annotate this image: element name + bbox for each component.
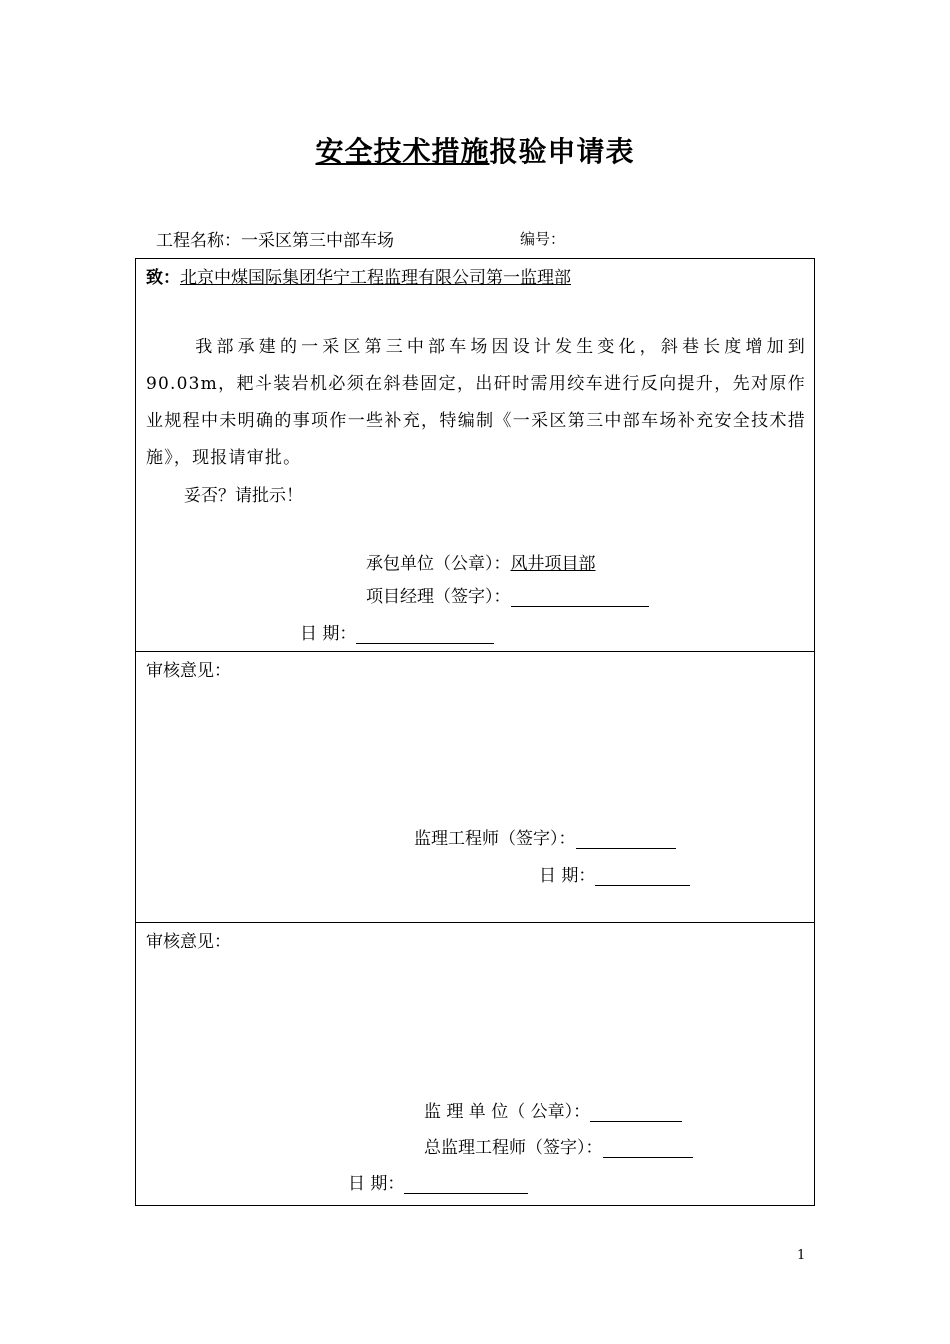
- date-line[interactable]: [356, 625, 494, 644]
- addressee-label: 致：: [146, 268, 180, 288]
- date-field: [300, 619, 494, 644]
- request-text: 妥否？请批示！: [184, 486, 303, 506]
- review-date-field: [539, 861, 690, 886]
- unit-field: [424, 1097, 682, 1122]
- chief-date-label: 日 期：: [348, 1174, 405, 1194]
- contractor-value: 风井项目部: [510, 554, 596, 574]
- addressee-value: 北京中煤国际集团华宁工程监理有限公司第一监理部: [180, 268, 571, 288]
- application-body: 我部承建的一采区第三中部车场因设计发生变化，斜巷长度增加到90.03m，耙斗装岩机必须在斜巷固定，出矸时需用绞车进行反向提升，先对原作业规程中未明确的事项作一些补充，特编制《一采区第三中部车场补充安全技术措施》，现报请审批。: [146, 337, 806, 468]
- manager-label: 项目经理（签字）：: [366, 587, 511, 607]
- page-title-underlined: 安全技术措施: [315, 135, 490, 168]
- review-date-label: 日 期：: [539, 866, 596, 886]
- number-label: 编号：: [520, 230, 566, 248]
- application-section: [136, 259, 814, 652]
- page-number: 1: [797, 1248, 806, 1263]
- chief-date-line[interactable]: [404, 1175, 528, 1194]
- project-name: 工程名称：一采区第三中部车场: [156, 231, 394, 251]
- chief-label: 总监理工程师（签字）：: [424, 1138, 603, 1158]
- chief-signature-line[interactable]: [603, 1139, 693, 1158]
- engineer-label: 监理工程师（签字）：: [414, 829, 576, 849]
- contractor-label: 承包单位（公章）：: [366, 554, 511, 574]
- contractor-field: [366, 549, 596, 574]
- manager-field: [366, 582, 649, 607]
- chief-field: [424, 1133, 693, 1158]
- chief-review-section: [136, 923, 814, 1205]
- unit-seal-line[interactable]: [590, 1103, 682, 1122]
- application-form: [135, 258, 815, 1206]
- unit-label: 监 理 单 位（ 公章）：: [424, 1102, 591, 1122]
- engineer-signature-line[interactable]: [576, 830, 676, 849]
- manager-signature-line[interactable]: [511, 588, 649, 607]
- review-date-line[interactable]: [595, 867, 690, 886]
- page-title: [0, 130, 950, 170]
- chief-date-field: [348, 1169, 528, 1194]
- date-label: 日 期：: [300, 624, 357, 644]
- chief-opinion-label: 审核意见：: [146, 932, 231, 952]
- review-opinion-label: 审核意见：: [146, 661, 231, 681]
- addressee: [146, 263, 571, 288]
- engineer-field: [414, 824, 676, 849]
- review-section: [136, 652, 814, 923]
- page-title-rest: 报验申请表: [489, 135, 635, 168]
